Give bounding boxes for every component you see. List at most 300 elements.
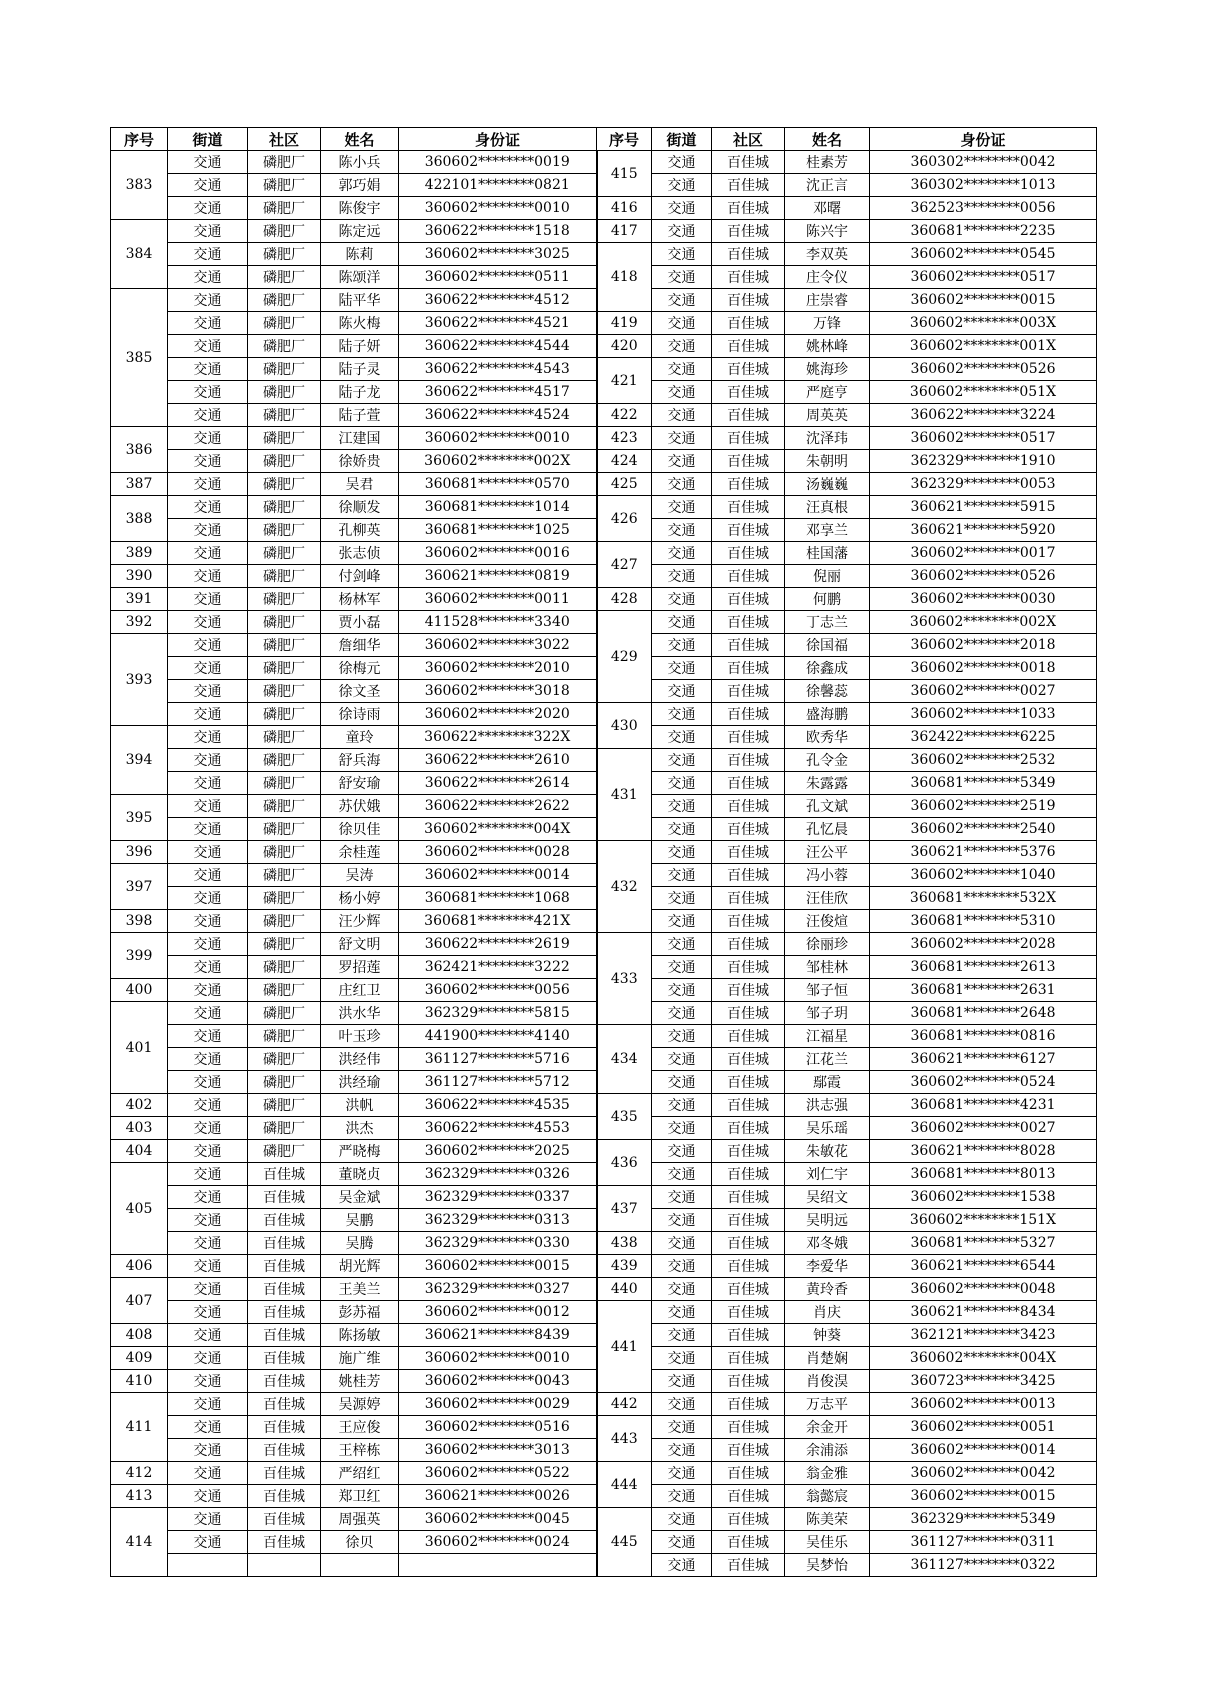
street-cell: 交通: [168, 703, 248, 726]
community-cell: 磷肥厂: [248, 979, 321, 1002]
street-cell: 交通: [168, 1071, 248, 1094]
name-cell: 吴源婷: [321, 1393, 399, 1416]
name-cell: 徐诗雨: [321, 703, 399, 726]
serial-number: 414: [111, 1508, 168, 1577]
street-cell: 交通: [652, 657, 712, 680]
id-number-cell: 360602********1040: [870, 864, 1097, 887]
street-cell: 交通: [168, 197, 248, 220]
serial-number: 392: [111, 611, 168, 634]
community-cell: 磷肥厂: [248, 1002, 321, 1025]
community-cell: 磷肥厂: [248, 841, 321, 864]
street-cell: 交通: [652, 312, 712, 335]
serial-number: 415: [597, 151, 652, 197]
id-number-cell: 360602********2028: [870, 933, 1097, 956]
serial-number: 410: [111, 1370, 168, 1393]
community-cell: 百佳城: [712, 1186, 785, 1209]
table-row: [111, 335, 1097, 358]
id-number-cell: 360602********0014: [399, 864, 597, 887]
name-cell: 汪俊煊: [785, 910, 870, 933]
street-cell: 交通: [652, 1554, 712, 1577]
id-number-cell: 360621********5915: [870, 496, 1097, 519]
street-cell: 交通: [652, 979, 712, 1002]
community-cell: 磷肥厂: [248, 588, 321, 611]
community-cell: 百佳城: [248, 1485, 321, 1508]
name-cell: 严晓梅: [321, 1140, 399, 1163]
id-number-cell: 360621********5920: [870, 519, 1097, 542]
serial-number: 405: [111, 1163, 168, 1255]
street-cell: 交通: [168, 427, 248, 450]
name-cell: 邓曙: [785, 197, 870, 220]
name-cell: 施广维: [321, 1347, 399, 1370]
community-cell: 磷肥厂: [248, 1117, 321, 1140]
name-cell: 钟葵: [785, 1324, 870, 1347]
name-cell: 吴佳乐: [785, 1531, 870, 1554]
serial-number: 398: [111, 910, 168, 933]
community-cell: 百佳城: [712, 680, 785, 703]
community-cell: 磷肥厂: [248, 565, 321, 588]
community-cell: 磷肥厂: [248, 335, 321, 358]
id-number-cell: 361127********5712: [399, 1071, 597, 1094]
serial-number: 396: [111, 841, 168, 864]
name-cell: 吴梦怡: [785, 1554, 870, 1577]
id-number-cell: 441900********4140: [399, 1025, 597, 1048]
id-number-cell: 360602********0027: [870, 1117, 1097, 1140]
community-cell: 百佳城: [248, 1439, 321, 1462]
table-row: [111, 588, 1097, 611]
id-number-cell: 360681********2235: [870, 220, 1097, 243]
id-number-cell: 360602********0011: [399, 588, 597, 611]
street-cell: 交通: [652, 1232, 712, 1255]
id-number-cell: 360622********2622: [399, 795, 597, 818]
id-number-cell: 362329********0337: [399, 1186, 597, 1209]
id-number-cell: 360602********0028: [399, 841, 597, 864]
id-number-cell: 360302********0042: [870, 151, 1097, 174]
name-cell: 孔文斌: [785, 795, 870, 818]
community-cell: 百佳城: [712, 1370, 785, 1393]
street-cell: 交通: [168, 1347, 248, 1370]
name-cell: 余桂莲: [321, 841, 399, 864]
id-number-cell: 360621********8028: [870, 1140, 1097, 1163]
street-cell: 交通: [652, 220, 712, 243]
id-number-cell: 360681********1014: [399, 496, 597, 519]
street-cell: 交通: [168, 588, 248, 611]
community-cell: 磷肥厂: [248, 289, 321, 312]
name-cell: 洪水华: [321, 1002, 399, 1025]
id-number-cell: 360602********2532: [870, 749, 1097, 772]
id-number-cell: 360602********2020: [399, 703, 597, 726]
id-number-cell: 360602********3013: [399, 1439, 597, 1462]
id-number-cell: 360602********0526: [870, 565, 1097, 588]
header-no: 序号: [111, 128, 168, 151]
street-cell: 交通: [168, 1163, 248, 1186]
id-number-cell: 360602********2519: [870, 795, 1097, 818]
community-cell: 磷肥厂: [248, 542, 321, 565]
serial-number: 402: [111, 1094, 168, 1117]
id-number-cell: 360602********002X: [870, 611, 1097, 634]
community-cell: 百佳城: [712, 1071, 785, 1094]
id-number-cell: 361127********5716: [399, 1048, 597, 1071]
street-cell: 交通: [652, 818, 712, 841]
street-cell: 交通: [652, 197, 712, 220]
id-number-cell: 360602********3025: [399, 243, 597, 266]
id-number-cell: 360622********2610: [399, 749, 597, 772]
community-cell: 磷肥厂: [248, 657, 321, 680]
street-cell: 交通: [652, 703, 712, 726]
id-number-cell: 360681********4231: [870, 1094, 1097, 1117]
community-cell: 百佳城: [712, 1232, 785, 1255]
name-cell: 朱露露: [785, 772, 870, 795]
name-cell: 欧秀华: [785, 726, 870, 749]
name-cell: 丁志兰: [785, 611, 870, 634]
street-cell: 交通: [168, 1278, 248, 1301]
name-cell: 徐文圣: [321, 680, 399, 703]
street-cell: 交通: [652, 1370, 712, 1393]
street-cell: 交通: [652, 450, 712, 473]
street-cell: 交通: [168, 496, 248, 519]
community-cell: 磷肥厂: [248, 404, 321, 427]
serial-number: 417: [597, 220, 652, 243]
id-number-cell: 360602********1538: [870, 1186, 1097, 1209]
community-cell: 百佳城: [712, 841, 785, 864]
street-cell: 交通: [168, 1324, 248, 1347]
name-cell: 吴涛: [321, 864, 399, 887]
table-row: [111, 703, 1097, 726]
community-cell: 百佳城: [712, 197, 785, 220]
street-cell: 交通: [168, 220, 248, 243]
name-cell: 陈俊宇: [321, 197, 399, 220]
name-cell: 詹细华: [321, 634, 399, 657]
community-cell: 磷肥厂: [248, 910, 321, 933]
name-cell: 姚桂芳: [321, 1370, 399, 1393]
community-cell: 磷肥厂: [248, 818, 321, 841]
street-cell: 交通: [168, 749, 248, 772]
community-cell: 百佳城: [712, 1255, 785, 1278]
name-cell: 洪志强: [785, 1094, 870, 1117]
street-cell: 交通: [168, 151, 248, 174]
community-cell: 磷肥厂: [248, 450, 321, 473]
id-number-cell: 360681********5349: [870, 772, 1097, 795]
community-cell: 百佳城: [248, 1393, 321, 1416]
street-cell: 交通: [168, 335, 248, 358]
community-cell: [248, 1554, 321, 1577]
name-cell: 徐梅元: [321, 657, 399, 680]
community-cell: 百佳城: [248, 1232, 321, 1255]
id-number-cell: 362121********3423: [870, 1324, 1097, 1347]
street-cell: 交通: [652, 404, 712, 427]
community-cell: 百佳城: [712, 887, 785, 910]
name-cell: 汪少辉: [321, 910, 399, 933]
name-cell: 舒文明: [321, 933, 399, 956]
community-cell: 百佳城: [712, 1324, 785, 1347]
serial-number: 432: [597, 841, 652, 933]
name-cell: 邹子玥: [785, 1002, 870, 1025]
community-cell: 百佳城: [712, 542, 785, 565]
id-number-cell: 360602********051X: [870, 381, 1097, 404]
community-cell: 百佳城: [248, 1508, 321, 1531]
name-cell: 万志平: [785, 1393, 870, 1416]
id-number-cell: 362329********1910: [870, 450, 1097, 473]
serial-number: 439: [597, 1255, 652, 1278]
id-number-cell: 360602********2018: [870, 634, 1097, 657]
name-cell: 孔令金: [785, 749, 870, 772]
header-row: [111, 128, 1097, 151]
street-cell: 交通: [168, 1301, 248, 1324]
header-id: 身份证: [399, 128, 597, 151]
street-cell: 交通: [168, 1048, 248, 1071]
community-cell: 磷肥厂: [248, 634, 321, 657]
id-number-cell: 360602********0526: [870, 358, 1097, 381]
serial-number: 440: [597, 1278, 652, 1301]
name-cell: 鄢霞: [785, 1071, 870, 1094]
name-cell: 何鹏: [785, 588, 870, 611]
id-number-cell: 360602********0012: [399, 1301, 597, 1324]
name-cell: 王梓栋: [321, 1439, 399, 1462]
name-cell: 陈莉: [321, 243, 399, 266]
name-cell: 陆子妍: [321, 335, 399, 358]
table-row: [111, 151, 1097, 174]
serial-number: 404: [111, 1140, 168, 1163]
name-cell: 邓享兰: [785, 519, 870, 542]
table-row: [111, 1025, 1097, 1048]
street-cell: 交通: [168, 1117, 248, 1140]
serial-number: 407: [111, 1278, 168, 1324]
street-cell: 交通: [168, 933, 248, 956]
community-cell: 百佳城: [712, 404, 785, 427]
street-cell: 交通: [168, 1025, 248, 1048]
table-row: [111, 1255, 1097, 1278]
name-cell: 孔忆晨: [785, 818, 870, 841]
id-number-cell: 360602********0051: [870, 1416, 1097, 1439]
street-cell: 交通: [652, 1347, 712, 1370]
street-cell: 交通: [168, 1508, 248, 1531]
id-number-cell: 360602********0017: [870, 542, 1097, 565]
id-number-cell: 360602********0016: [399, 542, 597, 565]
id-number-cell: 360681********5327: [870, 1232, 1097, 1255]
name-cell: 叶玉珍: [321, 1025, 399, 1048]
name-cell: 彭苏福: [321, 1301, 399, 1324]
name-cell: 沈正言: [785, 174, 870, 197]
table-row: [111, 358, 1097, 381]
id-number-cell: 360602********0010: [399, 1347, 597, 1370]
community-cell: 磷肥厂: [248, 680, 321, 703]
id-number-cell: 360622********4524: [399, 404, 597, 427]
name-cell: 童玲: [321, 726, 399, 749]
id-number-cell: 360602********2025: [399, 1140, 597, 1163]
id-number-cell: 360602********0545: [870, 243, 1097, 266]
name-cell: 黄玲香: [785, 1278, 870, 1301]
community-cell: 百佳城: [712, 243, 785, 266]
id-number-cell: 360602********001X: [870, 335, 1097, 358]
name-cell: 杨小婷: [321, 887, 399, 910]
serial-number: 401: [111, 1002, 168, 1094]
name-cell: 陈美荣: [785, 1508, 870, 1531]
name-cell: 吴明远: [785, 1209, 870, 1232]
street-cell: 交通: [652, 335, 712, 358]
header-community: 社区: [248, 128, 321, 151]
name-cell: 邹桂林: [785, 956, 870, 979]
id-number-cell: 362329********0326: [399, 1163, 597, 1186]
name-cell: 汪佳欣: [785, 887, 870, 910]
name-cell: 徐丽珍: [785, 933, 870, 956]
name-cell: 吴乐瑶: [785, 1117, 870, 1140]
street-cell: 交通: [168, 1531, 248, 1554]
community-cell: 百佳城: [712, 703, 785, 726]
community-cell: 百佳城: [712, 1140, 785, 1163]
id-number-cell: 362329********0053: [870, 473, 1097, 496]
name-cell: 周强英: [321, 1508, 399, 1531]
street-cell: 交通: [652, 887, 712, 910]
serial-number: 427: [597, 542, 652, 588]
community-cell: 磷肥厂: [248, 1071, 321, 1094]
community-cell: 磷肥厂: [248, 864, 321, 887]
id-number-cell: 360602********0030: [870, 588, 1097, 611]
id-number-cell: 360681********8013: [870, 1163, 1097, 1186]
id-number-cell: 360602********0015: [870, 289, 1097, 312]
name-cell: 桂国藩: [785, 542, 870, 565]
street-cell: 交通: [168, 818, 248, 841]
street-cell: 交通: [168, 795, 248, 818]
serial-number: 433: [597, 933, 652, 1025]
community-cell: 百佳城: [712, 933, 785, 956]
id-number-cell: 360621********0026: [399, 1485, 597, 1508]
serial-number: 429: [597, 611, 652, 703]
name-cell: 郑卫红: [321, 1485, 399, 1508]
community-cell: 百佳城: [712, 450, 785, 473]
community-cell: 磷肥厂: [248, 611, 321, 634]
serial-number: 391: [111, 588, 168, 611]
serial-number: 445: [597, 1508, 652, 1577]
serial-number: 416: [597, 197, 652, 220]
table-row: [111, 1393, 1097, 1416]
community-cell: 百佳城: [712, 657, 785, 680]
community-cell: 磷肥厂: [248, 1025, 321, 1048]
street-cell: 交通: [168, 887, 248, 910]
id-number-cell: 360622********4544: [399, 335, 597, 358]
name-cell: 万锋: [785, 312, 870, 335]
serial-number: 421: [597, 358, 652, 404]
community-cell: 磷肥厂: [248, 795, 321, 818]
name-cell: 董晓贞: [321, 1163, 399, 1186]
community-cell: 百佳城: [712, 381, 785, 404]
name-cell: 邹子恒: [785, 979, 870, 1002]
name-cell: 陈火梅: [321, 312, 399, 335]
serial-number: 435: [597, 1094, 652, 1140]
name-cell: 陆平华: [321, 289, 399, 312]
community-cell: 磷肥厂: [248, 933, 321, 956]
id-number-cell: 360602********0048: [870, 1278, 1097, 1301]
community-cell: 磷肥厂: [248, 749, 321, 772]
id-number-cell: 360602********0019: [399, 151, 597, 174]
community-cell: 百佳城: [712, 1462, 785, 1485]
serial-number: 438: [597, 1232, 652, 1255]
street-cell: 交通: [168, 611, 248, 634]
community-cell: 百佳城: [712, 312, 785, 335]
roster-table: [110, 127, 1097, 1577]
serial-number: 390: [111, 565, 168, 588]
name-cell: 徐馨蕊: [785, 680, 870, 703]
id-number-cell: 361127********0311: [870, 1531, 1097, 1554]
community-cell: 百佳城: [712, 749, 785, 772]
street-cell: 交通: [652, 933, 712, 956]
street-cell: 交通: [652, 1324, 712, 1347]
street-cell: 交通: [168, 910, 248, 933]
table-row: [111, 1508, 1097, 1531]
table-row: [111, 220, 1097, 243]
id-number-cell: 360602********0015: [870, 1485, 1097, 1508]
street-cell: 交通: [652, 289, 712, 312]
id-number-cell: 360681********1025: [399, 519, 597, 542]
street-cell: 交通: [168, 289, 248, 312]
street-cell: 交通: [652, 174, 712, 197]
id-number-cell: 360681********2648: [870, 1002, 1097, 1025]
street-cell: 交通: [652, 726, 712, 749]
name-cell: 吴君: [321, 473, 399, 496]
street-cell: 交通: [168, 1232, 248, 1255]
name-cell: 肖俊淏: [785, 1370, 870, 1393]
community-cell: 百佳城: [712, 956, 785, 979]
id-number-cell: 360602********0015: [399, 1255, 597, 1278]
id-number-cell: 360602********0045: [399, 1508, 597, 1531]
name-cell: 杨林军: [321, 588, 399, 611]
serial-number: 437: [597, 1186, 652, 1232]
name-cell: 严绍红: [321, 1462, 399, 1485]
id-number-cell: 360622********4512: [399, 289, 597, 312]
serial-number: 443: [597, 1416, 652, 1462]
id-number-cell: 362329********0327: [399, 1278, 597, 1301]
street-cell: 交通: [652, 864, 712, 887]
community-cell: 磷肥厂: [248, 220, 321, 243]
community-cell: 百佳城: [712, 565, 785, 588]
name-cell: 邓冬娥: [785, 1232, 870, 1255]
name-cell: 姚林峰: [785, 335, 870, 358]
street-cell: 交通: [168, 174, 248, 197]
street-cell: 交通: [652, 1002, 712, 1025]
serial-number: 412: [111, 1462, 168, 1485]
name-cell: 郭巧娟: [321, 174, 399, 197]
serial-number: 441: [597, 1301, 652, 1393]
street-cell: 交通: [168, 1255, 248, 1278]
community-cell: 百佳城: [712, 220, 785, 243]
name-cell: 陈颂洋: [321, 266, 399, 289]
header-street: 街道: [652, 128, 712, 151]
street-cell: 交通: [168, 1094, 248, 1117]
id-number-cell: 360622********1518: [399, 220, 597, 243]
street-cell: 交通: [652, 1255, 712, 1278]
name-cell: 沈泽玮: [785, 427, 870, 450]
serial-number: 423: [597, 427, 652, 450]
id-number-cell: 360602********0013: [870, 1393, 1097, 1416]
community-cell: 百佳城: [712, 795, 785, 818]
street-cell: 交通: [652, 358, 712, 381]
id-number-cell: 360621********6544: [870, 1255, 1097, 1278]
header-name: 姓名: [321, 128, 399, 151]
community-cell: 磷肥厂: [248, 174, 321, 197]
id-number-cell: 360621********8439: [399, 1324, 597, 1347]
table-row: [111, 197, 1097, 220]
street-cell: 交通: [652, 266, 712, 289]
community-cell: 百佳城: [248, 1347, 321, 1370]
street-cell: 交通: [652, 1209, 712, 1232]
table-row: [111, 611, 1097, 634]
serial-number: 434: [597, 1025, 652, 1094]
name-cell: 庄令仪: [785, 266, 870, 289]
serial-number: 399: [111, 933, 168, 979]
name-cell: 徐贝佳: [321, 818, 399, 841]
community-cell: 百佳城: [712, 289, 785, 312]
community-cell: 百佳城: [712, 1485, 785, 1508]
street-cell: 交通: [652, 1508, 712, 1531]
name-cell: [321, 1554, 399, 1577]
